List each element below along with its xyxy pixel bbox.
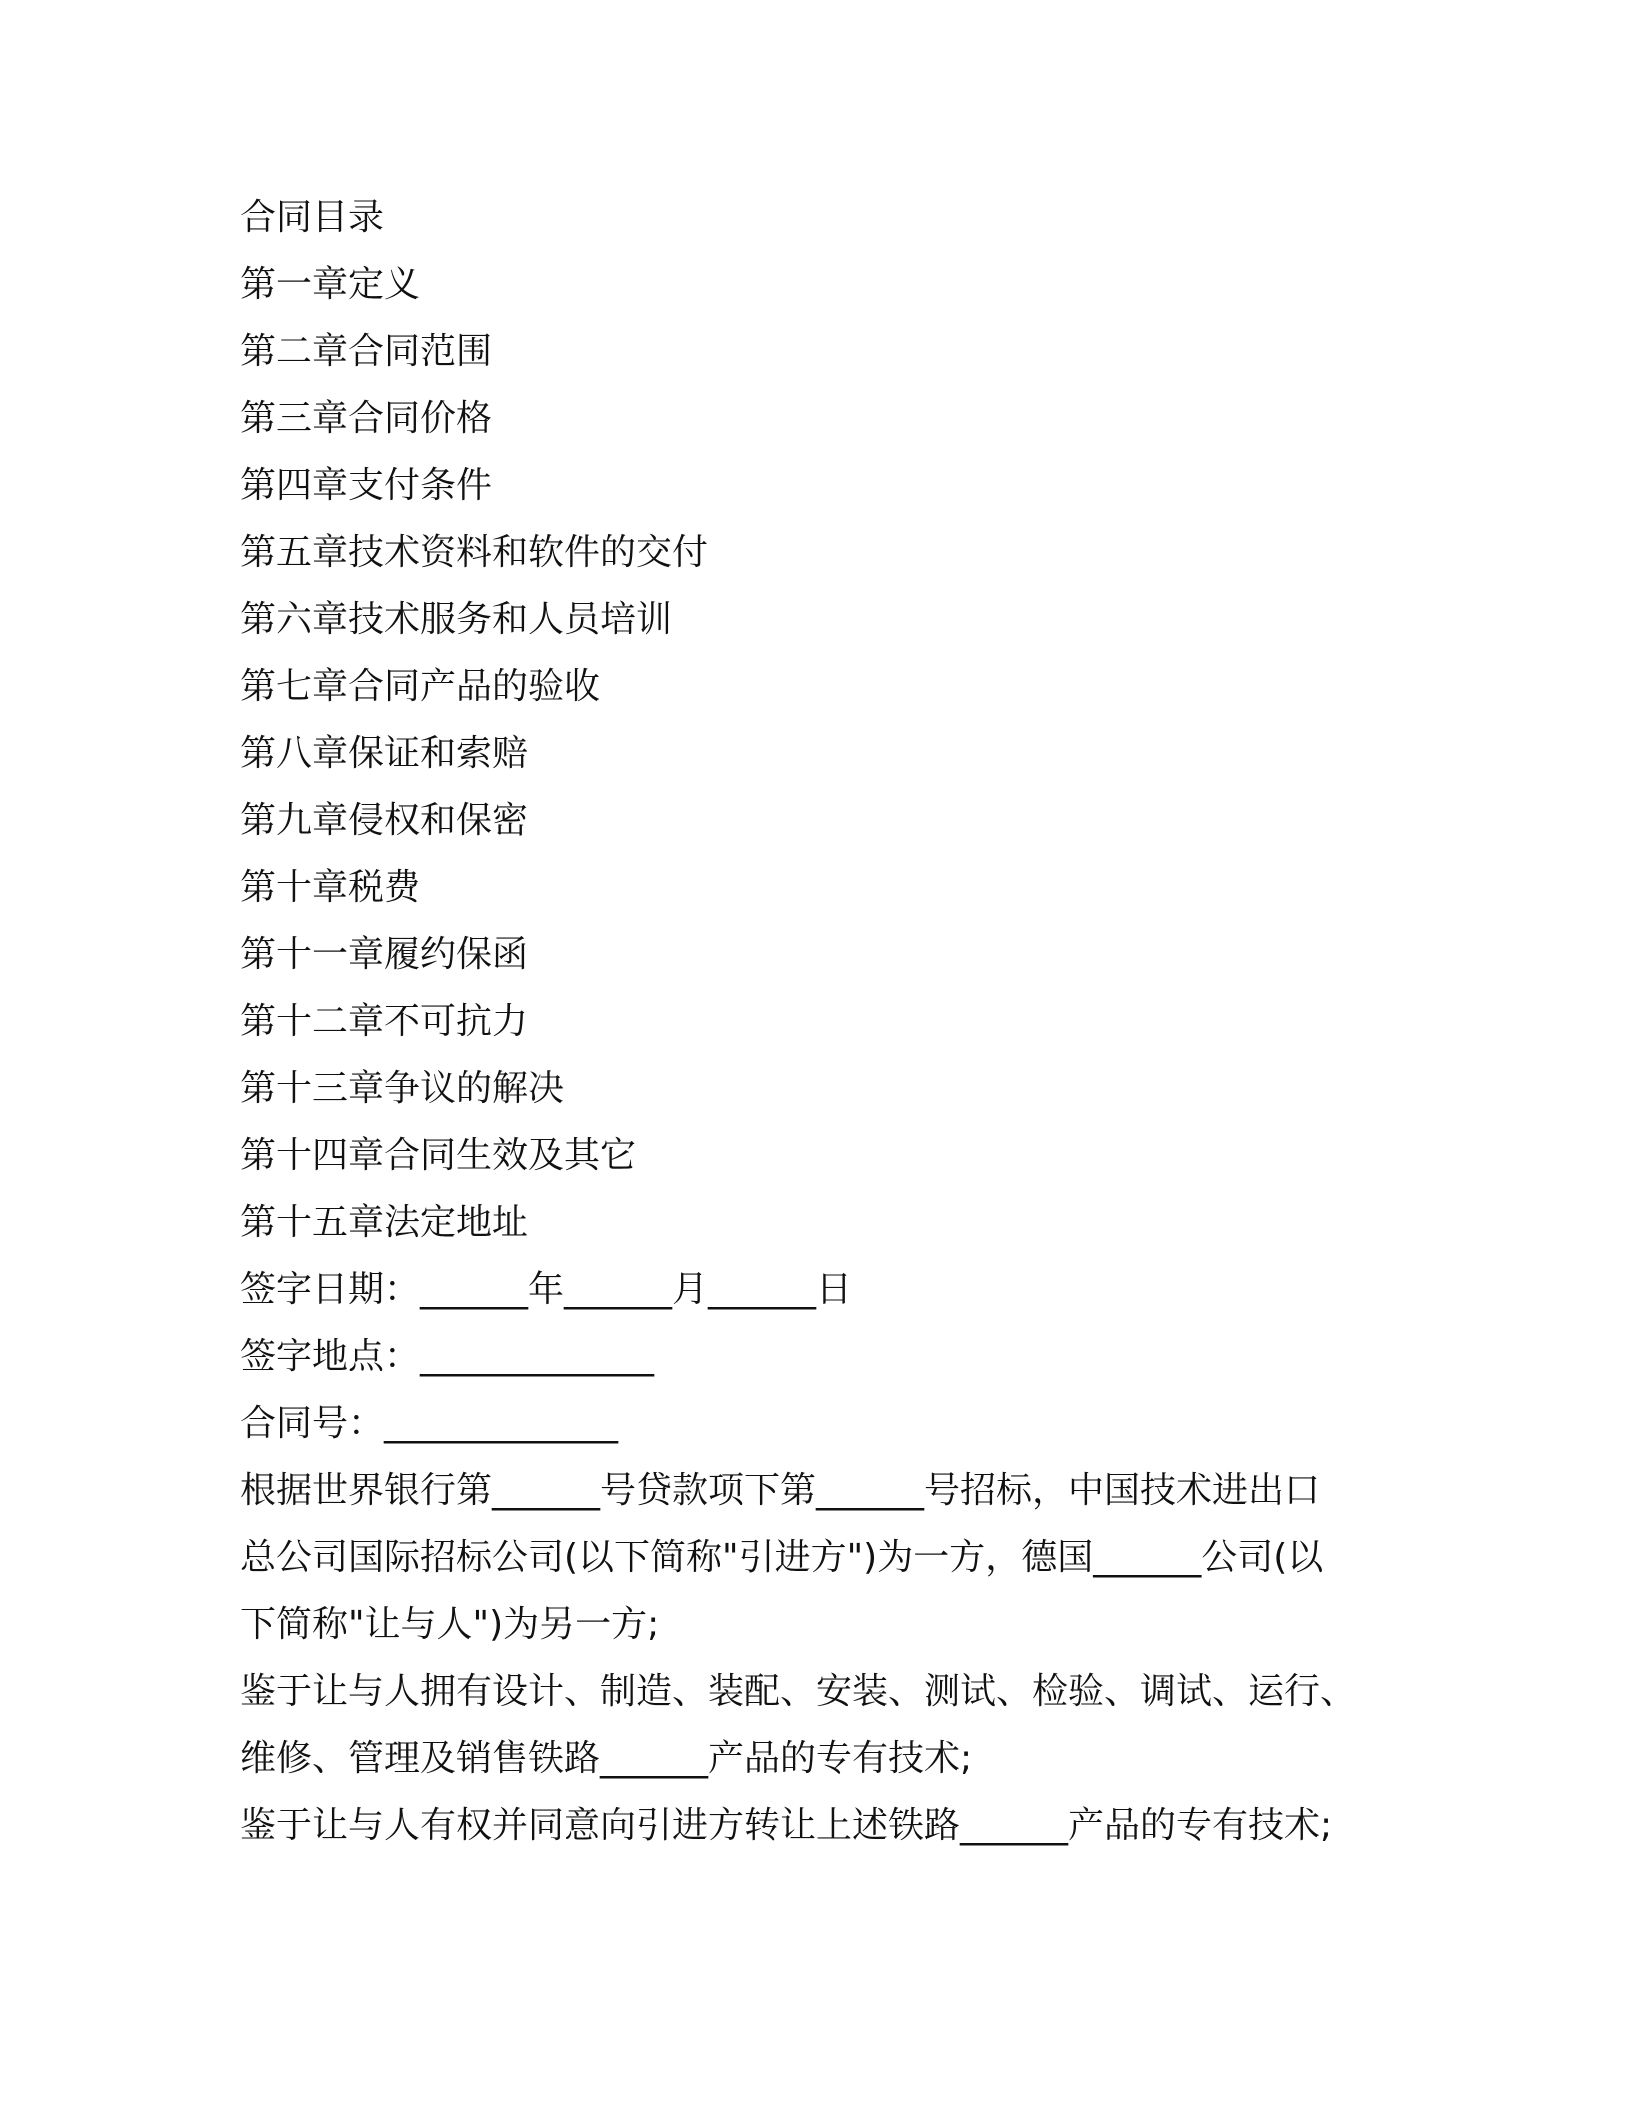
- document-body: [240, 184, 1400, 1859]
- chapter-14: 第十四章合同生效及其它: [240, 1135, 637, 1176]
- chapter-6: 第六章技术服务和人员培训: [240, 599, 673, 640]
- contract-number: 合同号：_____________: [240, 1403, 619, 1444]
- chapter-2: 第二章合同范围: [240, 331, 493, 372]
- chapter-9: 第九章侵权和保密: [240, 800, 529, 841]
- body-line: 鉴于让与人有权并同意向引进方转让上述铁路______产品的专有技术;: [240, 1805, 1333, 1846]
- chapter-5: 第五章技术资料和软件的交付: [240, 532, 709, 573]
- toc-title: 合同目录: [240, 197, 385, 238]
- body-line: 鉴于让与人拥有设计、制造、装配、安装、测试、检验、调试、运行、: [240, 1671, 1357, 1712]
- chapter-13: 第十三章争议的解决: [240, 1068, 565, 1109]
- chapter-3: 第三章合同价格: [240, 398, 493, 439]
- chapter-8: 第八章保证和索赔: [240, 733, 529, 774]
- body-line: 下简称"让与人")为另一方;: [240, 1604, 660, 1645]
- chapter-1: 第一章定义: [240, 264, 421, 305]
- chapter-12: 第十二章不可抗力: [240, 1001, 529, 1042]
- chapter-4: 第四章支付条件: [240, 465, 493, 506]
- chapter-11: 第十一章履约保函: [240, 934, 529, 975]
- body-line: 维修、管理及销售铁路______产品的专有技术;: [240, 1738, 973, 1779]
- sign-date: 签字日期：______年______月______日: [240, 1269, 853, 1310]
- chapter-15: 第十五章法定地址: [240, 1202, 529, 1243]
- sign-place: 签字地点：_____________: [240, 1336, 655, 1377]
- chapter-7: 第七章合同产品的验收: [240, 666, 601, 707]
- chapter-10: 第十章税费: [240, 867, 421, 908]
- body-line: 根据世界银行第______号贷款项下第______号招标，中国技术进出口: [240, 1470, 1321, 1511]
- body-line: 总公司国际招标公司(以下简称"引进方")为一方，德国______公司(以: [240, 1537, 1324, 1578]
